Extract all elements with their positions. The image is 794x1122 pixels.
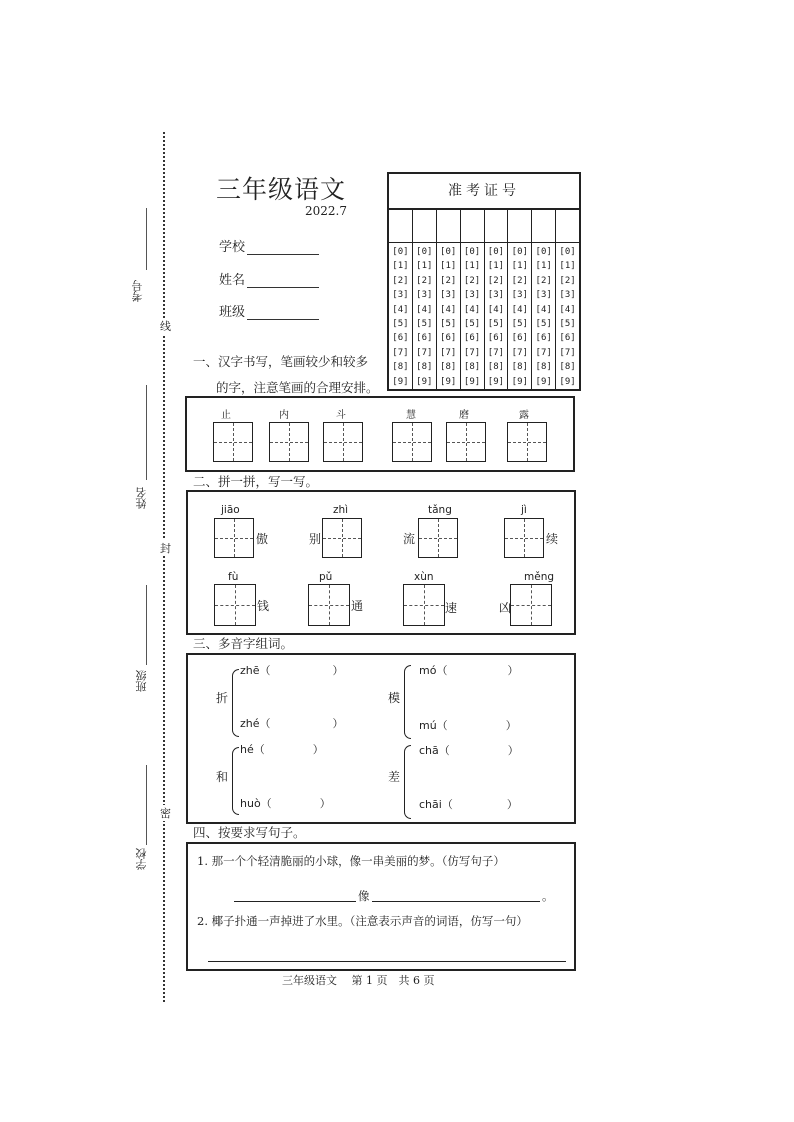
ticket-digit-box[interactable] bbox=[508, 210, 531, 243]
ticket-digit-bubble[interactable]: [1] bbox=[487, 261, 505, 272]
writing-grid[interactable] bbox=[214, 518, 254, 558]
ticket-digit-bubble[interactable]: [7] bbox=[559, 347, 576, 358]
ticket-column bbox=[437, 210, 461, 389]
writing-grid[interactable] bbox=[392, 422, 432, 462]
writing-grid[interactable] bbox=[308, 584, 350, 626]
ticket-digit-bubble[interactable]: [1] bbox=[416, 261, 433, 272]
ticket-digit-box[interactable] bbox=[556, 210, 579, 243]
school-line bbox=[146, 765, 147, 845]
class-label: 班级 bbox=[219, 305, 246, 320]
ticket-digit-bubble[interactable]: [0] bbox=[535, 247, 552, 257]
polyphone-char: 折 bbox=[216, 691, 229, 705]
exam-date: 2022.7 bbox=[305, 204, 347, 218]
given-char: 钱 bbox=[257, 599, 270, 613]
name-field[interactable] bbox=[219, 269, 319, 288]
ticket-digit-options bbox=[485, 243, 508, 389]
question-2: 2. 椰子扑通一声掉进了水里。（注意表示声音的词语，仿写一句） bbox=[197, 914, 528, 928]
writing-grid[interactable] bbox=[510, 584, 552, 626]
ticket-digit-bubble[interactable]: [6] bbox=[487, 333, 505, 344]
ticket-digit-bubble[interactable]: [9] bbox=[535, 376, 552, 387]
ticket-digit-bubble[interactable]: [7] bbox=[535, 347, 552, 358]
answer-field[interactable]: zhē（ ） bbox=[240, 664, 344, 677]
ticket-digit-bubble[interactable]: [6] bbox=[559, 333, 576, 344]
pinyin-label: zhì bbox=[333, 504, 349, 516]
school-field[interactable] bbox=[219, 236, 319, 255]
ticket-digit-bubble[interactable]: [3] bbox=[559, 290, 576, 301]
ticket-digit-bubble[interactable]: [3] bbox=[487, 290, 505, 301]
ticket-digit-bubble[interactable]: [8] bbox=[392, 362, 409, 373]
ticket-digit-bubble[interactable]: [6] bbox=[463, 333, 481, 344]
ticket-digit-bubble[interactable]: [9] bbox=[416, 376, 433, 387]
ticket-digit-bubble[interactable]: [5] bbox=[416, 319, 433, 330]
brace bbox=[404, 745, 411, 819]
ticket-digit-bubble[interactable]: [3] bbox=[511, 290, 528, 301]
answer-field[interactable]: huò（ ） bbox=[240, 797, 331, 810]
ticket-digit-box[interactable] bbox=[532, 210, 555, 243]
ticket-digit-bubble[interactable]: [6] bbox=[392, 333, 409, 344]
ticket-digit-options bbox=[461, 243, 484, 389]
section1-title-line2: 的字，注意笔画的合理安排。 bbox=[216, 380, 379, 395]
ticket-digit-bubble[interactable]: [9] bbox=[511, 376, 528, 387]
ticket-digit-bubble[interactable]: [5] bbox=[440, 319, 457, 330]
char-dou: 斗 bbox=[336, 410, 346, 421]
writing-grid[interactable] bbox=[322, 518, 362, 558]
ticket-digit-bubble[interactable]: [2] bbox=[511, 275, 528, 286]
ticket-digit-bubble[interactable]: [6] bbox=[416, 333, 433, 344]
ticket-digit-bubble[interactable]: [2] bbox=[463, 275, 481, 286]
ticket-digit-options bbox=[556, 243, 579, 389]
ticket-digit-bubble[interactable]: [8] bbox=[559, 362, 576, 373]
char-nei: 内 bbox=[279, 410, 289, 421]
page-title: 三年级语文 bbox=[216, 175, 347, 204]
given-char: 凶 bbox=[499, 601, 512, 615]
ticket-digit-bubble[interactable]: [2] bbox=[416, 275, 433, 286]
ticket-digit-bubble[interactable]: [1] bbox=[511, 261, 528, 272]
ticket-digit-box[interactable] bbox=[461, 210, 484, 243]
ticket-digit-bubble[interactable]: [9] bbox=[559, 376, 576, 387]
ticket-digit-bubble[interactable]: [9] bbox=[392, 376, 409, 387]
side-label-class: 班级 bbox=[135, 670, 148, 692]
name-line bbox=[146, 385, 147, 480]
ticket-title: 准考证号 bbox=[389, 174, 579, 210]
brace bbox=[232, 669, 239, 737]
writing-grid[interactable] bbox=[403, 584, 445, 626]
ticket-digit-box[interactable] bbox=[413, 210, 436, 243]
given-char: 续 bbox=[546, 532, 559, 546]
writing-grid[interactable] bbox=[504, 518, 544, 558]
ticket-digit-bubble[interactable]: [6] bbox=[440, 333, 457, 344]
section2-box bbox=[186, 490, 576, 635]
ticket-digit-bubble[interactable]: [4] bbox=[416, 304, 433, 315]
cut-char-mi: 密 bbox=[160, 807, 171, 820]
ticket-digit-bubble[interactable]: [7] bbox=[392, 347, 409, 358]
given-char: 速 bbox=[445, 601, 458, 615]
ticket-digit-bubble[interactable]: [2] bbox=[487, 275, 505, 286]
pinyin-label: fù bbox=[228, 571, 239, 583]
ticket-digit-bubble[interactable]: [6] bbox=[535, 333, 552, 344]
ticket-digit-bubble[interactable]: [9] bbox=[440, 376, 457, 387]
ticket-digit-bubble[interactable]: [7] bbox=[416, 347, 433, 358]
ticket-digit-bubble[interactable]: [4] bbox=[487, 304, 505, 315]
ticket-column bbox=[508, 210, 532, 389]
section1-title-line1: 一、汉字书写，笔画较少和较多 bbox=[193, 354, 369, 369]
ticket-digit-bubble[interactable]: [4] bbox=[559, 304, 576, 315]
ticket-digit-bubble[interactable]: [5] bbox=[559, 319, 576, 330]
writing-grid[interactable] bbox=[214, 584, 256, 626]
q1-end-mark: 。 bbox=[542, 889, 554, 903]
answer-line[interactable] bbox=[372, 901, 540, 902]
cut-char-feng: 封 bbox=[160, 542, 171, 555]
side-label-exam-no: 考号 bbox=[131, 280, 144, 302]
q1-mid-word: 像 bbox=[358, 889, 370, 903]
class-field[interactable] bbox=[219, 301, 319, 320]
ticket-digit-bubble[interactable]: [0] bbox=[392, 247, 409, 257]
ticket-digit-bubble[interactable]: [0] bbox=[463, 247, 481, 257]
writing-grid[interactable] bbox=[418, 518, 458, 558]
ticket-column bbox=[532, 210, 556, 389]
ticket-digit-bubble[interactable]: [7] bbox=[463, 347, 481, 358]
polyphone-char: 模 bbox=[388, 691, 401, 705]
ticket-digit-bubble[interactable]: [2] bbox=[392, 275, 409, 286]
ticket-column bbox=[485, 210, 509, 389]
ticket-digit-bubble[interactable]: [1] bbox=[392, 261, 409, 272]
binding-dotted-line bbox=[163, 132, 165, 1002]
ticket-digit-bubble[interactable]: [2] bbox=[559, 275, 576, 286]
admission-ticket-grid bbox=[387, 172, 581, 391]
ticket-digit-bubble[interactable]: [3] bbox=[392, 290, 409, 301]
ticket-digit-bubble[interactable]: [5] bbox=[535, 319, 552, 330]
brace bbox=[404, 665, 411, 739]
given-char: 傲 bbox=[256, 532, 269, 546]
class-line bbox=[146, 585, 147, 665]
ticket-digit-bubble[interactable]: [1] bbox=[559, 261, 576, 272]
ticket-column bbox=[461, 210, 485, 389]
ticket-column bbox=[556, 210, 579, 389]
ticket-digit-bubble[interactable]: [7] bbox=[487, 347, 505, 358]
ticket-digit-bubble[interactable]: [8] bbox=[535, 362, 552, 373]
ticket-digit-bubble[interactable]: [7] bbox=[440, 347, 457, 358]
char-mo: 磨 bbox=[459, 410, 469, 421]
ticket-digit-bubble[interactable]: [6] bbox=[511, 333, 528, 344]
answer-field[interactable]: zhé（ ） bbox=[240, 717, 344, 730]
section1-box bbox=[185, 396, 575, 472]
question-1: 1. 那一个个轻清脆丽的小球，像一串美丽的梦。（仿写句子） bbox=[197, 854, 505, 868]
name-label: 姓名 bbox=[219, 273, 246, 288]
ticket-digit-bubble[interactable]: [4] bbox=[535, 304, 552, 315]
ticket-digit-bubble[interactable]: [9] bbox=[487, 376, 505, 387]
ticket-digit-bubble[interactable]: [8] bbox=[416, 362, 433, 373]
ticket-digit-options bbox=[508, 243, 531, 389]
given-char: 流 bbox=[403, 532, 416, 546]
answer-field[interactable]: hé（ ） bbox=[240, 743, 324, 756]
page-footer: 三年级语文 第 1 页 共 6 页 bbox=[282, 974, 435, 987]
ticket-column bbox=[413, 210, 437, 389]
ticket-digit-bubble[interactable]: [0] bbox=[559, 247, 576, 257]
ticket-digit-bubble[interactable]: [1] bbox=[463, 261, 481, 272]
char-hui: 慧 bbox=[406, 410, 416, 421]
ticket-digit-options bbox=[389, 243, 412, 389]
ticket-digit-bubble[interactable]: [3] bbox=[463, 290, 481, 301]
ticket-digit-bubble[interactable]: [7] bbox=[511, 347, 528, 358]
writing-grid[interactable] bbox=[446, 422, 486, 462]
section3-box bbox=[186, 653, 576, 824]
ticket-digit-bubble[interactable]: [1] bbox=[535, 261, 552, 272]
ticket-digit-bubble[interactable]: [0] bbox=[416, 247, 433, 257]
pinyin-label: jiāo bbox=[221, 504, 240, 516]
pinyin-label: tǎng bbox=[428, 504, 452, 516]
ticket-digit-bubble[interactable]: [3] bbox=[416, 290, 433, 301]
writing-grid[interactable] bbox=[213, 422, 253, 462]
ticket-digit-bubble[interactable]: [8] bbox=[511, 362, 528, 373]
ticket-digit-box[interactable] bbox=[389, 210, 412, 243]
ticket-column bbox=[389, 210, 413, 389]
ticket-digit-options bbox=[437, 243, 460, 389]
ticket-digit-bubble[interactable]: [3] bbox=[535, 290, 552, 301]
ticket-digit-bubble[interactable]: [2] bbox=[535, 275, 552, 286]
polyphone-char: 差 bbox=[388, 770, 401, 784]
ticket-digit-bubble[interactable]: [4] bbox=[511, 304, 528, 315]
ticket-digit-bubble[interactable]: [5] bbox=[487, 319, 505, 330]
school-label: 学校 bbox=[219, 240, 246, 255]
brace bbox=[232, 747, 239, 815]
ticket-digit-bubble[interactable]: [0] bbox=[440, 247, 457, 257]
pinyin-label: jì bbox=[521, 504, 527, 516]
exam-no-line bbox=[146, 208, 147, 270]
side-label-name: 姓名 bbox=[135, 487, 148, 509]
cut-char-xian: 线 bbox=[160, 320, 171, 333]
ticket-digit-bubble[interactable]: [4] bbox=[392, 304, 409, 315]
answer-line[interactable] bbox=[234, 901, 356, 902]
char-zhi: 止 bbox=[221, 410, 231, 421]
answer-field[interactable]: mú（ ） bbox=[419, 719, 517, 732]
answer-field[interactable]: chāi（ ） bbox=[419, 798, 518, 811]
ticket-digit-options bbox=[413, 243, 436, 389]
given-char: 别 bbox=[309, 532, 322, 546]
given-char: 通 bbox=[351, 599, 364, 613]
ticket-digit-box[interactable] bbox=[485, 210, 508, 243]
side-label-school: 学校 bbox=[135, 848, 148, 870]
ticket-digit-bubble[interactable]: [4] bbox=[440, 304, 457, 315]
ticket-digit-bubble[interactable]: [4] bbox=[463, 304, 481, 315]
ticket-digit-bubble[interactable]: [5] bbox=[463, 319, 481, 330]
ticket-digit-options bbox=[532, 243, 555, 389]
ticket-digit-bubble[interactable]: [8] bbox=[440, 362, 457, 373]
ticket-digit-bubble[interactable]: [9] bbox=[463, 376, 481, 387]
ticket-digit-bubble[interactable]: [2] bbox=[440, 275, 457, 286]
pinyin-label: měng bbox=[524, 571, 555, 583]
ticket-digit-bubble[interactable]: [8] bbox=[487, 362, 505, 373]
writing-grid[interactable] bbox=[269, 422, 309, 462]
ticket-digit-bubble[interactable]: [0] bbox=[511, 247, 528, 257]
answer-line[interactable] bbox=[208, 961, 566, 962]
ticket-digit-box[interactable] bbox=[437, 210, 460, 243]
pinyin-label: pǔ bbox=[319, 571, 333, 583]
writing-grid[interactable] bbox=[507, 422, 547, 462]
pinyin-label: xùn bbox=[414, 571, 434, 583]
ticket-digit-bubble[interactable]: [1] bbox=[440, 261, 457, 272]
answer-field[interactable]: mó（ ） bbox=[419, 664, 519, 677]
ticket-digit-bubble[interactable]: [3] bbox=[440, 290, 457, 301]
char-lu: 露 bbox=[519, 410, 529, 421]
section3-title: 三、多音字组词。 bbox=[193, 636, 294, 651]
polyphone-char: 和 bbox=[216, 770, 229, 784]
ticket-digit-bubble[interactable]: [0] bbox=[487, 247, 505, 257]
ticket-digit-bubble[interactable]: [5] bbox=[511, 319, 528, 330]
ticket-digit-bubble[interactable]: [5] bbox=[392, 319, 409, 330]
section4-title: 四、按要求写句子。 bbox=[193, 825, 306, 840]
answer-field[interactable]: chā（ ） bbox=[419, 744, 519, 757]
writing-grid[interactable] bbox=[323, 422, 363, 462]
section2-title: 二、拼一拼，写一写。 bbox=[193, 474, 319, 489]
ticket-digit-bubble[interactable]: [8] bbox=[463, 362, 481, 373]
section4-box bbox=[186, 842, 576, 971]
